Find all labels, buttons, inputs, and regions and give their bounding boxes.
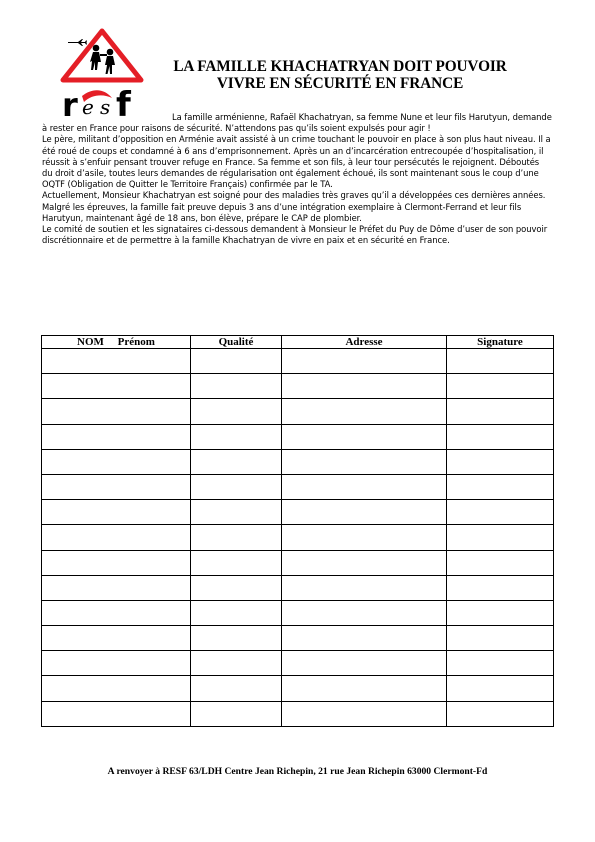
title-line-2: VIVRE EN SÉCURITÉ EN FRANCE xyxy=(216,75,464,92)
table-header-row xyxy=(42,336,554,349)
svg-text:s: s xyxy=(100,95,111,119)
cell-qualite[interactable] xyxy=(191,701,282,726)
cell-signature[interactable] xyxy=(447,349,554,374)
intro-rest: Harutyun, demande à rester en France pour raisons de sécurité. N’attendons pas qu’ils soient expulsés pour agir ! xyxy=(42,112,552,134)
cell-adresse[interactable] xyxy=(282,474,447,499)
table-row xyxy=(42,676,554,701)
cell-signature[interactable] xyxy=(447,424,554,449)
cell-qualite[interactable] xyxy=(191,500,282,525)
cell-qualite[interactable] xyxy=(191,449,282,474)
cell-nom-prenom[interactable] xyxy=(42,525,191,550)
return-address: A renvoyer à RESF 63/LDH Centre Jean Richepin, 21 rue Jean Richepin 63000 Clermont-Fd xyxy=(107,766,488,777)
petition-text xyxy=(42,112,552,246)
table-row xyxy=(42,349,554,374)
paragraph-request: Le comité de soutien et les signataires ci-dessous demandent à Monsieur le Préfet du Puy de Dôme d’user de son pouvoir discrétionnaire et de permettre à la famille Khachatryan de vivre en paix et en sécurité en France. xyxy=(42,224,548,246)
signature-rows xyxy=(42,349,554,727)
cell-adresse[interactable] xyxy=(282,651,447,676)
table-row xyxy=(42,550,554,575)
cell-adresse[interactable] xyxy=(282,424,447,449)
cell-nom-prenom[interactable] xyxy=(42,575,191,600)
cell-adresse[interactable] xyxy=(282,600,447,625)
cell-nom-prenom[interactable] xyxy=(42,474,191,499)
cell-adresse[interactable] xyxy=(282,676,447,701)
cell-nom-prenom[interactable] xyxy=(42,676,191,701)
cell-adresse[interactable] xyxy=(282,701,447,726)
table-row xyxy=(42,651,554,676)
paragraph-integration: Malgré les épreuves, la famille fait preuve depuis 3 ans d’une intégration exemplaire à Clermont-Ferrand et leur fils Harutyun, maintenant âgé de 18 ans, bon élève, prépare le CAP de plombier. xyxy=(42,201,522,223)
cell-signature[interactable] xyxy=(447,676,554,701)
cell-qualite[interactable] xyxy=(191,651,282,676)
cell-nom-prenom[interactable] xyxy=(42,626,191,651)
cell-signature[interactable] xyxy=(447,449,554,474)
cell-qualite[interactable] xyxy=(191,399,282,424)
cell-adresse[interactable] xyxy=(282,626,447,651)
cell-nom-prenom[interactable] xyxy=(42,449,191,474)
table-row xyxy=(42,424,554,449)
cell-signature[interactable] xyxy=(447,651,554,676)
resf-logo xyxy=(60,28,150,120)
header-nom-prenom: NOM Prénom xyxy=(42,336,191,349)
cell-qualite[interactable] xyxy=(191,676,282,701)
cell-signature[interactable] xyxy=(447,550,554,575)
cell-signature[interactable] xyxy=(447,626,554,651)
cell-nom-prenom[interactable] xyxy=(42,550,191,575)
table-row xyxy=(42,525,554,550)
cell-qualite[interactable] xyxy=(191,550,282,575)
cell-adresse[interactable] xyxy=(282,349,447,374)
cell-adresse[interactable] xyxy=(282,500,447,525)
cell-qualite[interactable] xyxy=(191,600,282,625)
page-title xyxy=(150,58,530,92)
cell-signature[interactable] xyxy=(447,500,554,525)
table-row xyxy=(42,701,554,726)
title-line-1: LA FAMILLE KHACHATRYAN DOIT POUVOIR xyxy=(173,58,507,75)
cell-adresse[interactable] xyxy=(282,550,447,575)
cell-qualite[interactable] xyxy=(191,626,282,651)
cell-qualite[interactable] xyxy=(191,374,282,399)
cell-qualite[interactable] xyxy=(191,349,282,374)
svg-text:f: f xyxy=(116,85,131,120)
cell-signature[interactable] xyxy=(447,600,554,625)
svg-text:e: e xyxy=(82,95,94,119)
cell-nom-prenom[interactable] xyxy=(42,374,191,399)
cell-signature[interactable] xyxy=(447,399,554,424)
paragraph-intro xyxy=(42,112,552,134)
signature-table xyxy=(41,335,554,727)
svg-text:r: r xyxy=(62,86,78,120)
cell-nom-prenom[interactable] xyxy=(42,500,191,525)
cell-nom-prenom[interactable] xyxy=(42,701,191,726)
table-row xyxy=(42,575,554,600)
table-row xyxy=(42,474,554,499)
cell-signature[interactable] xyxy=(447,374,554,399)
header-adresse: Adresse xyxy=(282,336,447,349)
table-row xyxy=(42,600,554,625)
table-row xyxy=(42,449,554,474)
cell-nom-prenom[interactable] xyxy=(42,399,191,424)
cell-adresse[interactable] xyxy=(282,449,447,474)
cell-signature[interactable] xyxy=(447,474,554,499)
cell-nom-prenom[interactable] xyxy=(42,600,191,625)
cell-qualite[interactable] xyxy=(191,525,282,550)
header-signature: Signature xyxy=(447,336,554,349)
cell-signature[interactable] xyxy=(447,525,554,550)
paragraph-illness: Actuellement, Monsieur Khachatryan est soigné pour des maladies très graves qu’il a développées ces dernières années. xyxy=(42,190,546,201)
cell-nom-prenom[interactable] xyxy=(42,651,191,676)
cell-qualite[interactable] xyxy=(191,474,282,499)
cell-adresse[interactable] xyxy=(282,525,447,550)
table-row xyxy=(42,399,554,424)
cell-adresse[interactable] xyxy=(282,374,447,399)
cell-qualite[interactable] xyxy=(191,424,282,449)
table-row xyxy=(42,500,554,525)
cell-adresse[interactable] xyxy=(282,399,447,424)
cell-adresse[interactable] xyxy=(282,575,447,600)
table-row xyxy=(42,626,554,651)
table-row xyxy=(42,374,554,399)
cell-signature[interactable] xyxy=(447,575,554,600)
cell-signature[interactable] xyxy=(447,701,554,726)
cell-qualite[interactable] xyxy=(191,575,282,600)
child-crossing-warning-sign-icon xyxy=(60,28,150,120)
cell-nom-prenom[interactable] xyxy=(42,424,191,449)
paragraph-father: Le père, militant d’opposition en Arménie avait assisté à un crime touchant le pouvoir en place à son plus haut niveau. Il a été roué de coups et condamné à 6 ans d’emprisonnement. Après un an d’incarcération entrecoupée d’hospitalisation, il réussit à s’enfuir pensant trouver refuge en France. Sa femme et son fils, à leur tour persécutés le rejoignent. Déboutés du droit d’asile, toutes leurs demandes de régularisation ont également échoué, ils sont maintenant sous le coup d’une OQTF (Obligation de Quitter le Territoire Français) confirmée par le TA. xyxy=(42,134,551,190)
cell-nom-prenom[interactable] xyxy=(42,349,191,374)
header-qualite: Qualité xyxy=(191,336,282,349)
intro-line-1: La famille arménienne, Rafaël Khachatryan, sa femme Nune et leur fils xyxy=(172,112,467,122)
